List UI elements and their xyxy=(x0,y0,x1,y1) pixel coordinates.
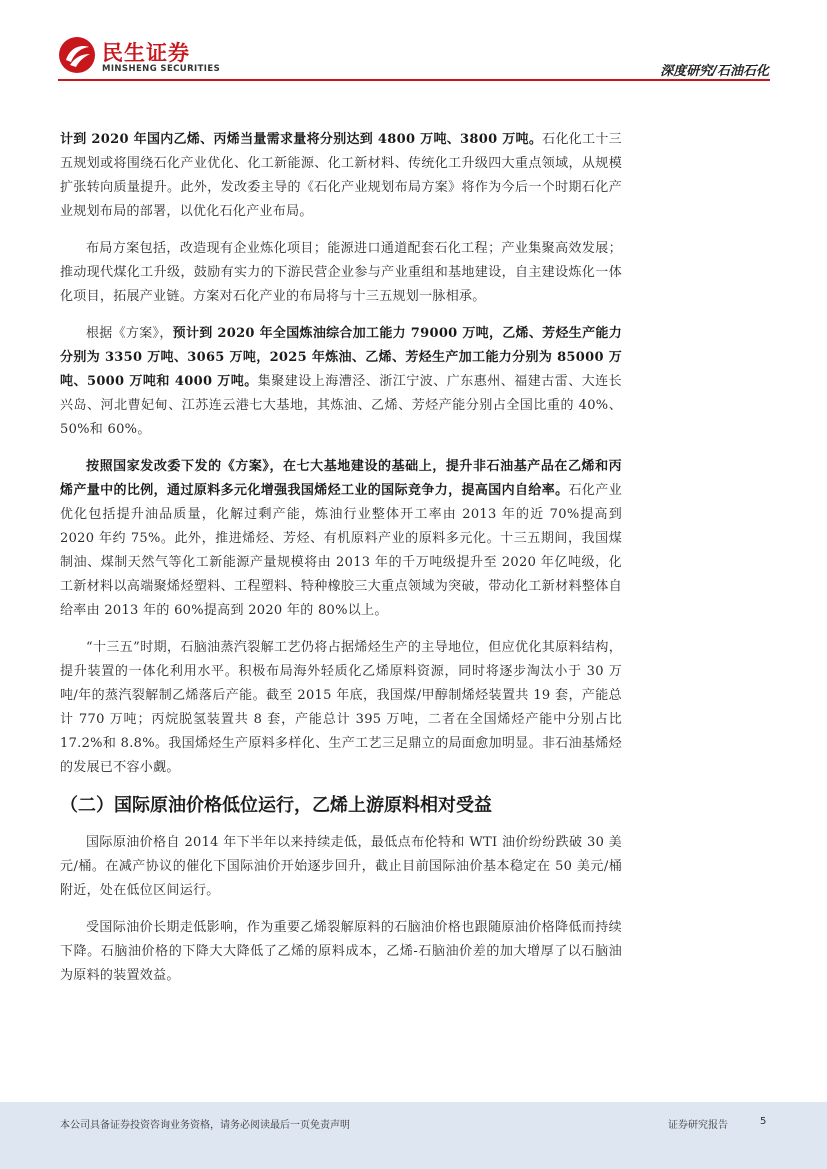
paragraph-1-text: 石化化工十三五规划或将围绕石化产业优化、化工新能源、化工新材料、传统化工升级四大重点领域，从规模扩张转向质量提升。此外，发改委主导的《石化产业规划布局方案》将作为今后一个时期石化产业规划布局的部署，以优化石化产业布局。 xyxy=(60,132,622,219)
paragraph-5-text: “十三五”时期，石脑油蒸汽裂解工艺仍将占据烯烃生产的主导地位，但应优化其原料结构，提升装置的一体化利用水平。积极布局海外轻质化乙烯原料资源，同时将逐步淘汰小于 30 万吨/年的蒸汽裂解制乙烯落后产能。截至 2015 年底，我国煤/甲醇制烯烃装置共 19 套，产能总计 770 万吨；丙烷脱氢装置共 8 套，产能总计 395 万吨，二者在全国烯烃产能中分别占比 17.2%和 8.8%。我国烯烃生产原料多样化、生产工艺三足鼎立的局面愈加明显。非石油基烯烃的发展已不容小觑。 xyxy=(60,640,622,775)
footer-report-type: 证券研究报告 xyxy=(668,1120,728,1131)
report-category: 深度研究/石油石化 xyxy=(660,64,769,79)
paragraph-2 xyxy=(60,237,622,309)
paragraph-1-bold: 计到 2020 年国内乙烯、丙烯当量需求量将分别达到 4800 万吨、3800 万吨。 xyxy=(60,132,543,147)
page-footer xyxy=(0,1102,827,1169)
paragraph-1 xyxy=(60,128,622,224)
section-paragraph-1 xyxy=(60,831,622,903)
minsheng-logo-icon xyxy=(58,36,96,74)
section-paragraph-2 xyxy=(60,916,622,988)
page-number: 5 xyxy=(760,1116,767,1127)
paragraph-5 xyxy=(60,636,622,780)
main-content xyxy=(60,128,622,1001)
section-paragraph-1-text: 国际原油价格自 2014 年下半年以来持续走低，最低点布伦特和 WTI 油价纷纷跌破 30 美元/桶。在减产协议的催化下国际油价开始逐步回升，截止目前国际油价基本稳定在 50 美元/桶附近，处在低位区间运行。 xyxy=(60,835,622,898)
section-heading: （二）国际原油价格低位运行，乙烯上游原料相对受益 xyxy=(60,795,492,816)
paragraph-4-text: 石化产业优化包括提升油品质量，化解过剩产能，炼油行业整体开工率由 2013 年的近 70%提高到 2020 年约 75%。此外，推进烯烃、芳烃、有机原料产业的原料多元化。十三五期间，我国煤制油、煤制天然气等化工新能源产量规模将由 2013 年的千万吨级提升至 2020 年亿吨级，化工新材料以高端聚烯烃塑料、工程塑料、特种橡胶三大重点领域为突破，带动化工新材料整体自给率由 2013 年的 60%提高到 2020 年的 80%以上。 xyxy=(60,483,622,618)
logo-english-name: MINSHENG SECURITIES xyxy=(102,64,221,74)
page-header xyxy=(0,0,827,84)
header-divider xyxy=(58,79,770,81)
paragraph-4-bold: 按照国家发改委下发的《方案》，在七大基地建设的基础上，提升非石油基产品在乙烯和丙烯产量中的比例，通过原料多元化增强我国烯烃工业的国际竞争力，提高国内自给率。 xyxy=(60,459,622,498)
section-paragraph-2-text: 受国际油价长期走低影响，作为重要乙烯裂解原料的石脑油价格也跟随原油价格降低而持续下降。石脑油价格的下降大大降低了乙烯的原料成本，乙烯-石脑油价差的加大增厚了以石脑油为原料的装置效益。 xyxy=(60,920,622,983)
company-logo xyxy=(58,36,248,78)
paragraph-2-text: 布局方案包括，改造现有企业炼化项目；能源进口通道配套石化工程；产业集聚高效发展；推动现代煤化工升级，鼓励有实力的下游民营企业参与产业重组和基地建设，自主建设炼化一体化项目，拓展产业链。方案对石化产业的布局将与十三五规划一脉相承。 xyxy=(60,241,622,304)
paragraph-3 xyxy=(60,322,622,442)
logo-chinese-name: 民生证券 xyxy=(102,41,190,65)
paragraph-3-bold: 预计到 2020 年全国炼油综合加工能力 79000 万吨，乙烯、芳烃生产能力分别为 3350 万吨、3065 万吨，2025 年炼油、乙烯、芳烃生产加工能力分别为 85000 万吨、5000 万吨和 4000 万吨。 xyxy=(60,326,622,389)
paragraph-4 xyxy=(60,455,622,623)
paragraph-3-text: 集聚建设上海漕泾、浙江宁波、广东惠州、福建古雷、大连长兴岛、河北曹妃甸、江苏连云港七大基地，其炼油、乙烯、芳烃产能分别占全国比重的 40%、50%和 60%。 xyxy=(60,374,622,437)
paragraph-3-pre: 根据《方案》， xyxy=(86,326,173,341)
footer-disclaimer: 本公司具备证券投资咨询业务资格，请务必阅读最后一页免责声明 xyxy=(60,1120,350,1131)
